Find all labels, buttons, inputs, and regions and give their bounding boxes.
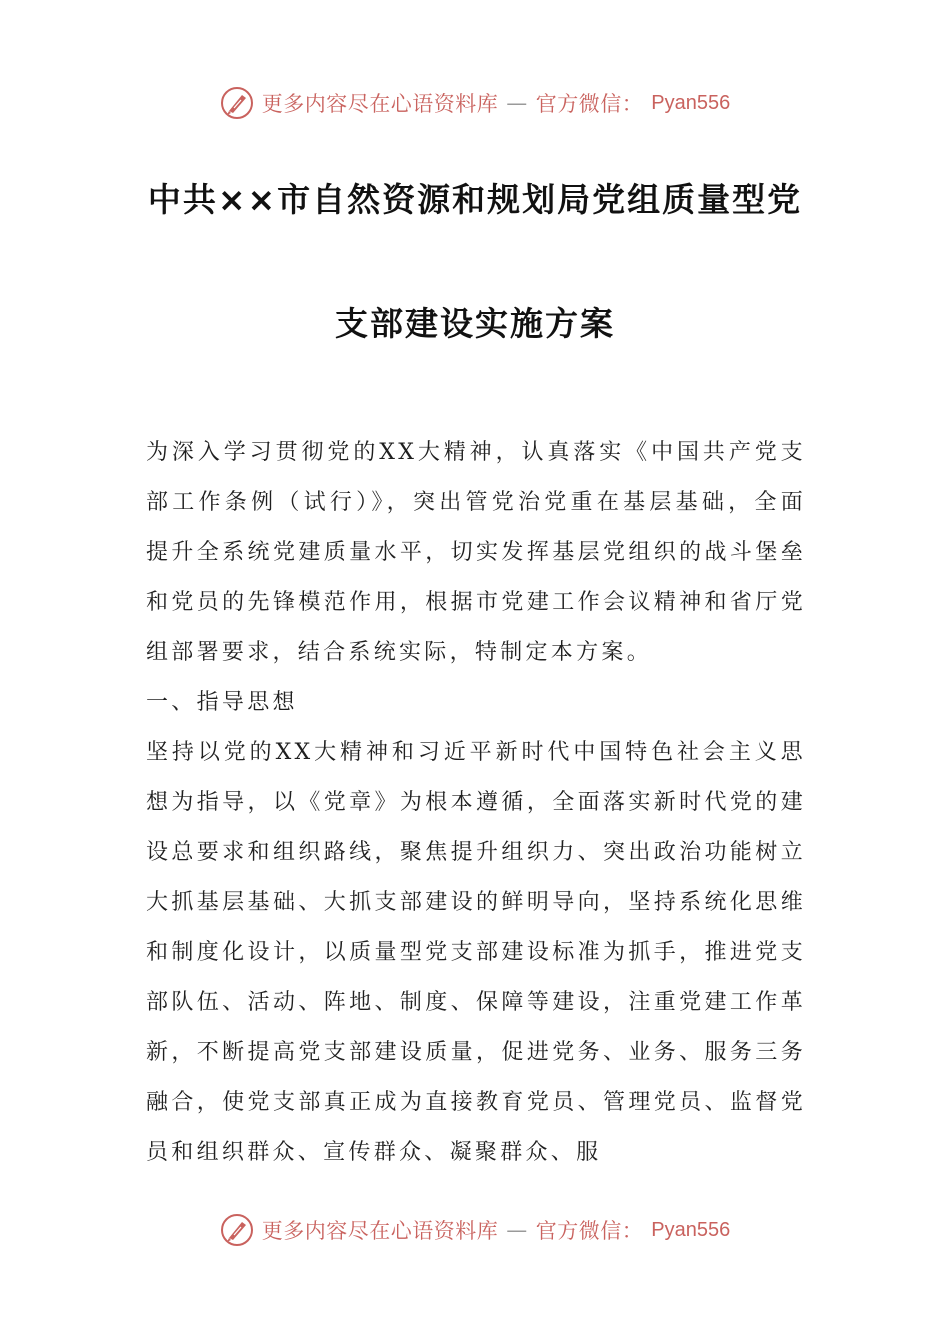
footer-watermark: [0, 1210, 950, 1250]
watermark-wechat-id: Pyan556: [651, 1218, 731, 1241]
document-title-line-2: 支部建设实施方案: [335, 304, 615, 343]
watermark-dash: —: [506, 91, 528, 115]
intro-paragraph: 为深入学习贯彻党的XX大精神，认真落实《中国共产党支部工作条例（试行）》，突出管党治党重在基层基础，全面提升全系统党建质量水平，切实发挥基层党组织的战斗堡垒和党员的先锋模范作用，根据市党建工作会议精神和省厅党组部署要求，结合系统实际，特制定本方案。: [146, 440, 806, 665]
section-1-heading: 一、指导思想: [146, 690, 298, 715]
watermark-main-text: 更多内容尽在心语资料库: [261, 92, 499, 116]
watermark-main-text: 更多内容尽在心语资料库: [261, 1219, 499, 1243]
watermark-official-label: 官方微信：: [535, 1219, 644, 1243]
watermark-dash: —: [506, 1218, 528, 1242]
pen-nib-logo-icon: [220, 86, 254, 120]
section-1-paragraph: 坚持以党的XX大精神和习近平新时代中国特色社会主义思想为指导，以《党章》为根本遵循，全面落实新时代党的建设总要求和组织路线，聚焦提升组织力、突出政治功能树立大抓基层基础、大抓支部建设的鲜明导向，坚持系统化思维和制度化设计，以质量型党支部建设标准为抓手，推进党支部队伍、活动、阵地、制度、保障等建设，注重党建工作革新，不断提高党支部建设质量，促进党务、业务、服务三务融合，使党支部真正成为直接教育党员、管理党员、监督党员和组织群众、宣传群众、凝聚群众、服: [146, 740, 806, 1165]
watermark-wechat-id: Pyan556: [651, 91, 731, 114]
document-title-line-1: 中共××市自然资源和规划局党组质量型党: [147, 180, 803, 219]
document-body: [146, 428, 806, 1178]
watermark-official-label: 官方微信：: [535, 92, 644, 116]
header-watermark: [0, 83, 950, 123]
pen-nib-logo-icon: [220, 1213, 254, 1247]
